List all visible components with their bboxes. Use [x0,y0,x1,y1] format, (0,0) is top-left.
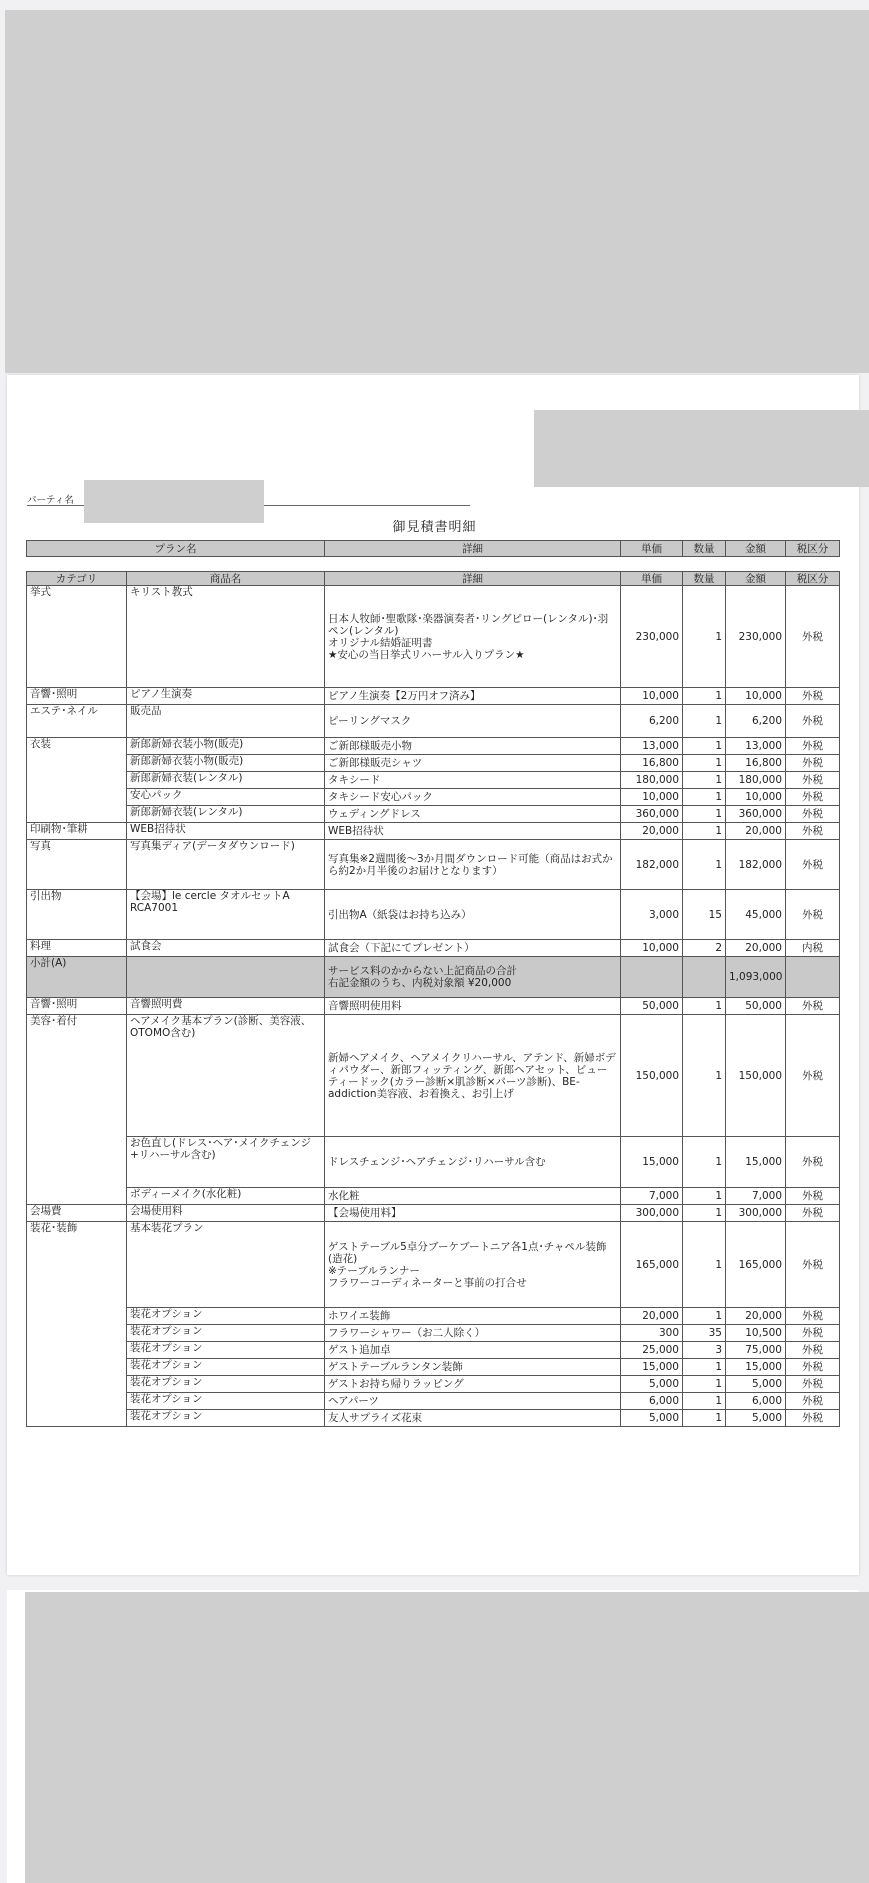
detail-cell: 試食会（下記にてプレゼント） [325,940,621,957]
item-cell: WEB招待状 [127,823,325,840]
amount-cell: 15,000 [726,1359,786,1376]
tax-cell: 外税 [786,823,840,840]
tax-cell: 外税 [786,806,840,823]
price-cell: 10,000 [621,940,683,957]
category-cell: 装花･装飾 [27,1222,127,1308]
detail-cell: 新婦ヘアメイク、ヘアメイクリハーサル、アテンド、新婦ボディパウダー、新郎フィッティング、新郎ヘアセット、ビューティードック(カラー診断×肌診断×パーツ診断)、BE-addiction美容液、お着換え、お引上げ [325,1015,621,1137]
tax-cell: 外税 [786,755,840,772]
qty-cell: 1 [683,772,726,789]
redacted-area-bottom [25,1592,869,1883]
tax-cell: 外税 [786,688,840,705]
tax-cell: 外税 [786,1376,840,1393]
item-cell: お色直し(ドレス･ヘア･メイクチェンジ+リハーサル含む) [127,1137,325,1188]
qty-cell: 35 [683,1325,726,1342]
table-row [27,688,840,705]
table-row [27,1205,840,1222]
amount-cell: 6,000 [726,1393,786,1410]
category-cell: 美容･着付 [27,1015,127,1137]
table-row [27,705,840,738]
item-cell: 基本装花プラン [127,1222,325,1308]
item-cell: 装花オプション [127,1308,325,1325]
item-cell: 新郎新婦衣装(レンタル) [127,772,325,789]
category-cell [27,755,127,772]
detail-cell: ピアノ生演奏【2万円オフ済み】 [325,688,621,705]
qty-cell: 1 [683,1308,726,1325]
price-cell [621,957,683,998]
tax-cell: 外税 [786,1359,840,1376]
table-row [27,1376,840,1393]
amount-cell: 10,500 [726,1325,786,1342]
price-header: 単価 [621,572,683,586]
tax-cell: 外税 [786,738,840,755]
plan-qty-header: 数量 [683,541,726,557]
amount-cell: 75,000 [726,1342,786,1359]
item-cell: 装花オプション [127,1325,325,1342]
amount-cell: 1,093,000 [726,957,786,998]
category-cell: 音響･照明 [27,998,127,1015]
price-cell: 25,000 [621,1342,683,1359]
tax-cell: 外税 [786,789,840,806]
table-row [27,586,840,688]
price-cell: 230,000 [621,586,683,688]
amount-cell: 300,000 [726,1205,786,1222]
tax-cell: 外税 [786,1137,840,1188]
qty-cell: 1 [683,586,726,688]
amount-cell: 45,000 [726,890,786,940]
item-cell [127,957,325,998]
amount-cell: 13,000 [726,738,786,755]
qty-cell: 1 [683,1359,726,1376]
table-row [27,755,840,772]
table-row [27,1222,840,1308]
plan-tax-header: 税区分 [786,541,840,557]
category-cell: 引出物 [27,890,127,940]
plan-price-header: 単価 [621,541,683,557]
qty-cell: 1 [683,688,726,705]
item-header: 商品名 [127,572,325,586]
amount-cell: 7,000 [726,1188,786,1205]
detail-cell: ゲストお持ち帰りラッピング [325,1376,621,1393]
category-cell [27,1376,127,1393]
qty-cell: 1 [683,1188,726,1205]
detail-cell: タキシード [325,772,621,789]
tax-cell: 外税 [786,1342,840,1359]
price-cell: 15,000 [621,1359,683,1376]
qty-cell: 1 [683,738,726,755]
detail-cell: 引出物A（紙袋はお持ち込み） [325,890,621,940]
category-cell: 小計(A) [27,957,127,998]
qty-cell: 1 [683,1205,726,1222]
plan-amount-header: 金額 [726,541,786,557]
table-row [27,1015,840,1137]
amount-cell: 150,000 [726,1015,786,1137]
price-cell: 7,000 [621,1188,683,1205]
category-cell [27,789,127,806]
redacted-area-header-right [534,410,869,487]
qty-cell: 1 [683,806,726,823]
item-cell: 試食会 [127,940,325,957]
detail-cell: ゲストテーブルランタン装飾 [325,1359,621,1376]
category-cell: 写真 [27,840,127,890]
detail-cell: 日本人牧師･聖歌隊･楽器演奏者･リングピロー(レンタル)･羽ペン(レンタル) オリジナル結婚証明書 ★安心の当日挙式リハーサル入りプラン★ [325,586,621,688]
item-cell: ボディーメイク(水化粧) [127,1188,325,1205]
table-row [27,1308,840,1325]
price-cell: 182,000 [621,840,683,890]
tax-cell: 外税 [786,840,840,890]
tax-header: 税区分 [786,572,840,586]
amount-cell: 15,000 [726,1137,786,1188]
qty-cell [683,957,726,998]
category-cell [27,1308,127,1325]
qty-header: 数量 [683,572,726,586]
amount-cell: 16,800 [726,755,786,772]
price-cell: 150,000 [621,1015,683,1137]
estimate-rows [27,586,840,1427]
tax-cell: 外税 [786,1393,840,1410]
category-cell: 印刷物･筆耕 [27,823,127,840]
table-row [27,890,840,940]
item-cell: 装花オプション [127,1342,325,1359]
amount-cell: 10,000 [726,789,786,806]
item-cell: 【会場】le cercle タオルセットA RCA7001 [127,890,325,940]
price-cell: 20,000 [621,1308,683,1325]
table-row [27,1410,840,1427]
item-cell: ピアノ生演奏 [127,688,325,705]
amount-cell: 360,000 [726,806,786,823]
redacted-area-top [5,10,869,373]
detail-cell: フラワーシャワー（お二人除く） [325,1325,621,1342]
amount-cell: 5,000 [726,1376,786,1393]
detail-cell: ヘアパーツ [325,1393,621,1410]
qty-cell: 3 [683,1342,726,1359]
plan-header-table [26,540,840,557]
price-cell: 6,000 [621,1393,683,1410]
tax-cell: 内税 [786,940,840,957]
plan-name-header: プラン名 [27,541,325,557]
price-cell: 3,000 [621,890,683,940]
price-cell: 10,000 [621,789,683,806]
price-cell: 13,000 [621,738,683,755]
amount-header: 金額 [726,572,786,586]
price-cell: 20,000 [621,823,683,840]
category-cell [27,1137,127,1188]
item-cell: キリスト教式 [127,586,325,688]
price-cell: 16,800 [621,755,683,772]
tax-cell: 外税 [786,1188,840,1205]
detail-cell: ご新郎様販売小物 [325,738,621,755]
detail-cell: 水化粧 [325,1188,621,1205]
table-row [27,1188,840,1205]
qty-cell: 1 [683,1015,726,1137]
item-cell: 安心パック [127,789,325,806]
price-cell: 360,000 [621,806,683,823]
price-cell: 6,200 [621,705,683,738]
table-row [27,823,840,840]
item-cell: 装花オプション [127,1393,325,1410]
item-cell: 音響照明費 [127,998,325,1015]
party-name-label: パーティ名 [27,495,74,506]
detail-cell: サービス料のかからない上記商品の合計 右記金額のうち、内税対象額 ¥20,000 [325,957,621,998]
tax-cell: 外税 [786,1410,840,1427]
category-cell [27,772,127,789]
detail-cell: ゲスト追加卓 [325,1342,621,1359]
category-cell [27,1342,127,1359]
table-row [27,998,840,1015]
price-cell: 300,000 [621,1205,683,1222]
item-cell: 装花オプション [127,1410,325,1427]
table-row [27,772,840,789]
table-row [27,1342,840,1359]
category-cell: 会場費 [27,1205,127,1222]
category-cell: エステ･ネイル [27,705,127,738]
detail-cell: タキシード安心パック [325,789,621,806]
estimate-detail-table [26,571,840,1427]
detail-cell: 写真集※2週間後～3か月間ダウンロード可能（商品はお式から約2か月半後のお届けとなります） [325,840,621,890]
tax-cell [786,957,840,998]
category-cell [27,1359,127,1376]
qty-cell: 1 [683,1393,726,1410]
price-cell: 180,000 [621,772,683,789]
item-cell: 販売品 [127,705,325,738]
category-header: カテゴリ [27,572,127,586]
qty-cell: 1 [683,1410,726,1427]
category-cell [27,1325,127,1342]
price-cell: 5,000 [621,1410,683,1427]
item-cell: ヘアメイク基本プラン(診断、美容液、OTOMO含む) [127,1015,325,1137]
detail-cell: ご新郎様販売シャツ [325,755,621,772]
tax-cell: 外税 [786,1308,840,1325]
table-row [27,1359,840,1376]
detail-cell: ゲストテーブル5卓分ブーケブートニア各1点･チャペル装飾(造花) ※テーブルランナー フラワーコーディネーターと事前の打合せ [325,1222,621,1308]
category-cell [27,1393,127,1410]
table-row [27,940,840,957]
amount-cell: 50,000 [726,998,786,1015]
tax-cell: 外税 [786,705,840,738]
amount-cell: 182,000 [726,840,786,890]
tax-cell: 外税 [786,772,840,789]
qty-cell: 2 [683,940,726,957]
detail-cell: 【会場使用料】 [325,1205,621,1222]
table-row [27,806,840,823]
qty-cell: 1 [683,840,726,890]
amount-cell: 20,000 [726,940,786,957]
amount-cell: 20,000 [726,1308,786,1325]
item-cell: 写真集ディア(データダウンロード) [127,840,325,890]
category-cell [27,1188,127,1205]
item-cell: 新郎新婦衣装(レンタル) [127,806,325,823]
price-cell: 300 [621,1325,683,1342]
amount-cell: 5,000 [726,1410,786,1427]
category-cell: 音響･照明 [27,688,127,705]
detail-cell: ピーリングマスク [325,705,621,738]
category-cell [27,1410,127,1427]
tax-cell: 外税 [786,890,840,940]
category-cell: 挙式 [27,586,127,688]
detail-cell: 音響照明使用料 [325,998,621,1015]
item-cell: 装花オプション [127,1376,325,1393]
table-row [27,738,840,755]
detail-cell: ホワイエ装飾 [325,1308,621,1325]
table-row [27,840,840,890]
amount-cell: 10,000 [726,688,786,705]
tax-cell: 外税 [786,1325,840,1342]
price-cell: 165,000 [621,1222,683,1308]
tax-cell: 外税 [786,1205,840,1222]
amount-cell: 230,000 [726,586,786,688]
tax-cell: 外税 [786,998,840,1015]
qty-cell: 1 [683,823,726,840]
detail-header: 詳細 [325,572,621,586]
detail-cell: WEB招待状 [325,823,621,840]
qty-cell: 1 [683,789,726,806]
amount-cell: 180,000 [726,772,786,789]
qty-cell: 1 [683,998,726,1015]
qty-cell: 1 [683,1222,726,1308]
qty-cell: 15 [683,890,726,940]
tax-cell: 外税 [786,1015,840,1137]
price-cell: 15,000 [621,1137,683,1188]
table-row [27,1137,840,1188]
detail-cell: 友人サプライズ花束 [325,1410,621,1427]
tax-cell: 外税 [786,586,840,688]
item-cell: 会場使用料 [127,1205,325,1222]
amount-cell: 165,000 [726,1222,786,1308]
item-cell: 新郎新婦衣装小物(販売) [127,738,325,755]
qty-cell: 1 [683,1376,726,1393]
plan-detail-header: 詳細 [325,541,621,557]
document-title: 御見積書明細 [392,520,477,535]
table-row [27,1393,840,1410]
amount-cell: 6,200 [726,705,786,738]
qty-cell: 1 [683,1137,726,1188]
subtotal-row [27,957,840,998]
price-cell: 50,000 [621,998,683,1015]
qty-cell: 1 [683,755,726,772]
price-cell: 10,000 [621,688,683,705]
category-cell [27,806,127,823]
table-row [27,1325,840,1342]
item-cell: 新郎新婦衣装小物(販売) [127,755,325,772]
detail-cell: ウェディングドレス [325,806,621,823]
category-cell: 料理 [27,940,127,957]
item-cell: 装花オプション [127,1359,325,1376]
category-cell: 衣装 [27,738,127,755]
qty-cell: 1 [683,705,726,738]
table-row [27,789,840,806]
amount-cell: 20,000 [726,823,786,840]
price-cell: 5,000 [621,1376,683,1393]
detail-cell: ドレスチェンジ･ヘアチェンジ･リハーサル含む [325,1137,621,1188]
tax-cell: 外税 [786,1222,840,1308]
